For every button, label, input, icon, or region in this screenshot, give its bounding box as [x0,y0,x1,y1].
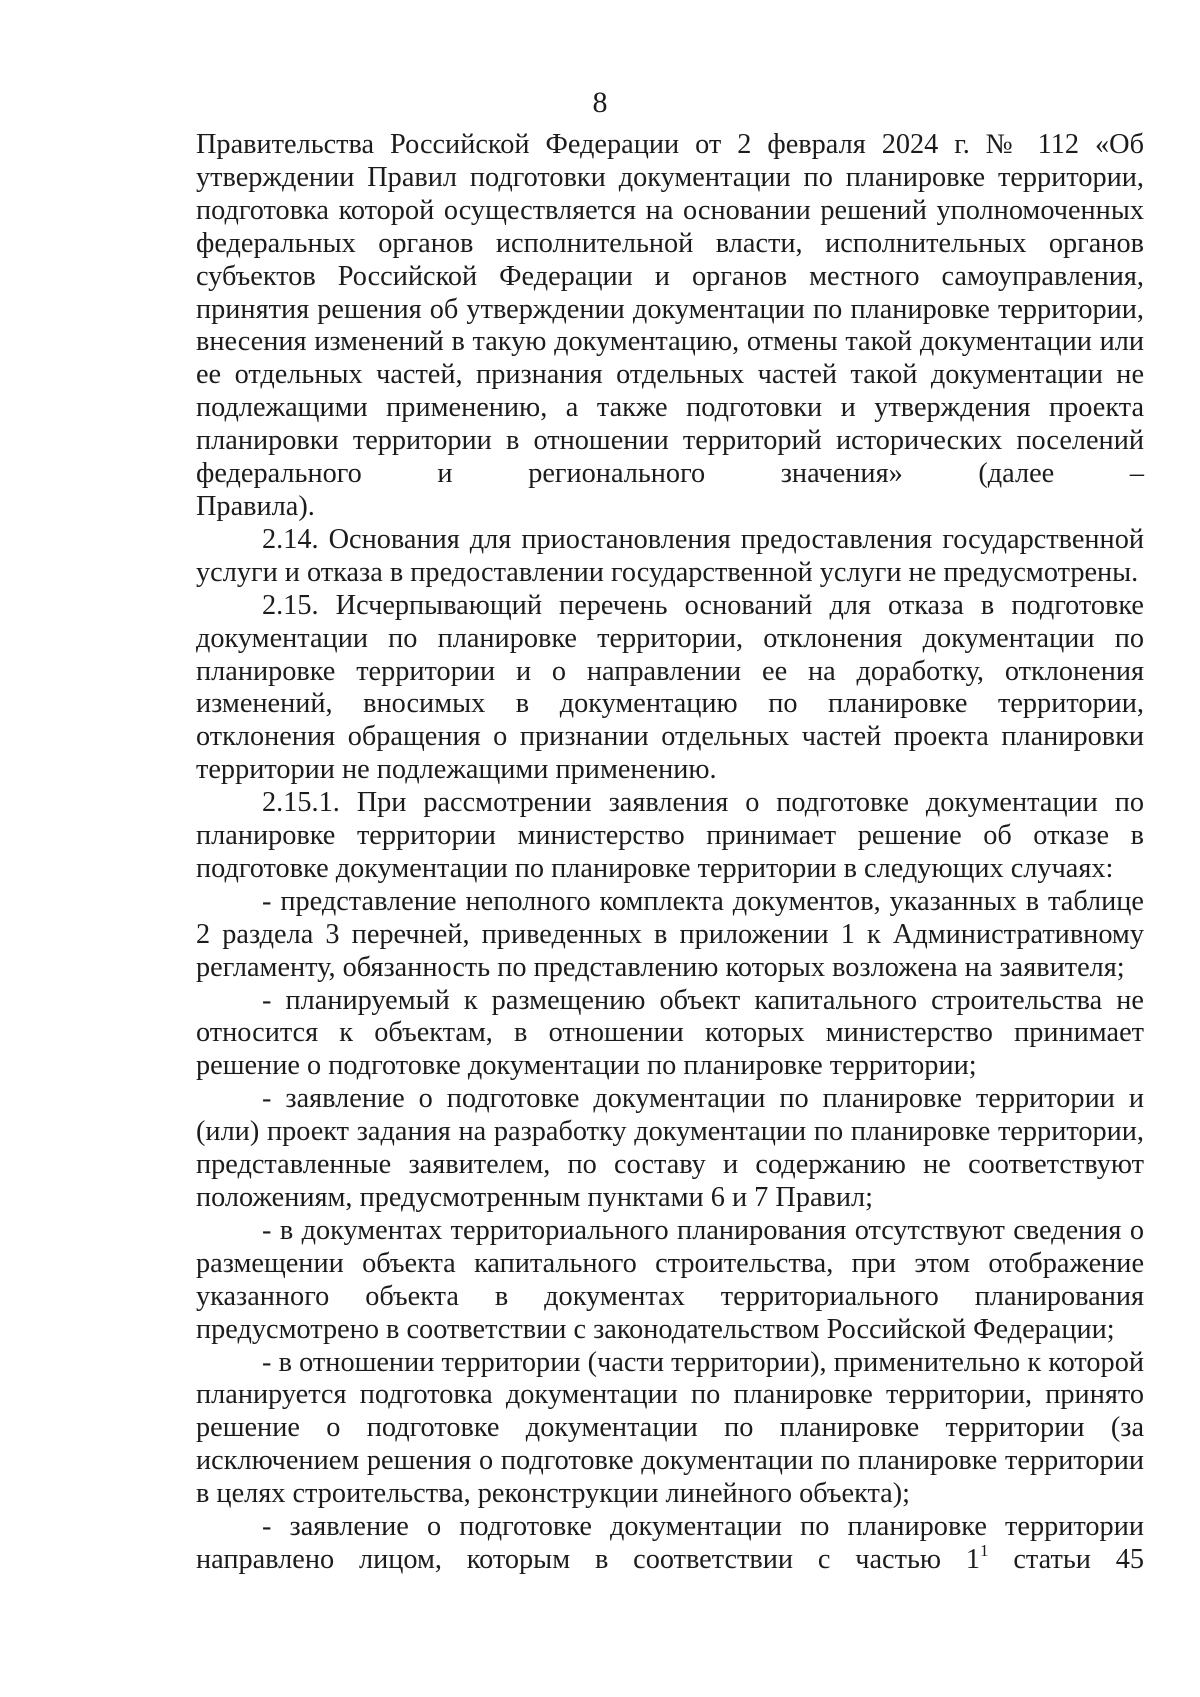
list-item-application-nonconforming: - заявление о подготовке документации по планировке территории и (или) проект задания на разработку документации по планировке территории, представленные заявителем, по составу и содержанию не соответствуют положениям, предусмотренным пунктами 6 и 7 Правил; [196,1083,1144,1213]
paragraph-continuation: Правительства Российской Федерации от 2 февраля 2024 г. № 112 «Об утверждении Правил подготовки документации по планировке территории, подготовка которой осуществляется на основании решений уполномоченных федеральных органов исполнительной власти, исполнительных органов субъектов Российской Федерации и органов местного самоуправления, принятия решения об утверждении документации по планировке территории, внесения изменений в такую документацию, отмены такой документации или ее отдельных частей, признания отдельных частей такой документации не подлежащими применению, а также подготовки и утверждения проекта планировки территории в отношении территорий исторических поселений федерального и регионального значения» (далее – [196,129,1144,490]
list-item-no-planning-info: - в документах территориального планирования отсутствуют сведения о размещении объекта капитального строительства, при этом отображение указанного объекта в документах территориального планирования предусмотрено в соответствии с законодательством Российской Федерации; [196,1214,1144,1345]
list-item-incomplete-documents: - представление неполного комплекта документов, указанных в таблице 2 раздела 3 перечней, приведенных в приложении 1 к Административному регламенту, обязанность по представлению которых возложена на заявителя; [196,885,1144,983]
paragraph-2-15: 2.15. Исчерпывающий перечень оснований для отказа в подготовке документации по планировке территории, отклонения документации по планировке территории и о направлении ее на доработку, отклонения изменений, вносимых в документацию по планировке территории, отклонения обращения о признании отдельных частей проекта планировки территории не подлежащими применению. [196,589,1144,786]
page-number: 8 [592,86,608,119]
list-item-text: - заявление о подготовке документации по планировке территории направлено лицом, которым в соответствии с частью 1 [196,1511,1144,1575]
paragraph-continuation-end: Правила). [196,490,315,522]
document-body [196,129,1144,1577]
paragraph-2-14: 2.14. Основания для приостановления предоставления государственной услуги и отказа в предоставлении государственной услуги не предусмотрены. [196,523,1144,588]
superscript: 1 [980,1540,989,1560]
list-item-object-not-applicable: - планируемый к размещению объект капитального строительства не относится к объектам, в отношении которых министерство принимает решение о подготовке документации по планировке территории; [196,984,1144,1082]
paragraph-2-15-1: 2.15.1. При рассмотрении заявления о подготовке документации по планировке территории министерство принимает решение об отказе в подготовке документации по планировке территории в следующих случаях: [196,787,1144,884]
list-item-application-by-person [196,1511,1144,1577]
list-item-tail: статьи 45 [988,1543,1144,1575]
list-item-decision-already-made: - в отношении территории (части территории), применительно к которой планируется подготовка документации по планировке территории, принято решение о подготовке документации по планировке территории (за исключением решения о подготовке документации по планировке территории в целях строительства, реконструкции линейного объекта); [196,1346,1144,1510]
